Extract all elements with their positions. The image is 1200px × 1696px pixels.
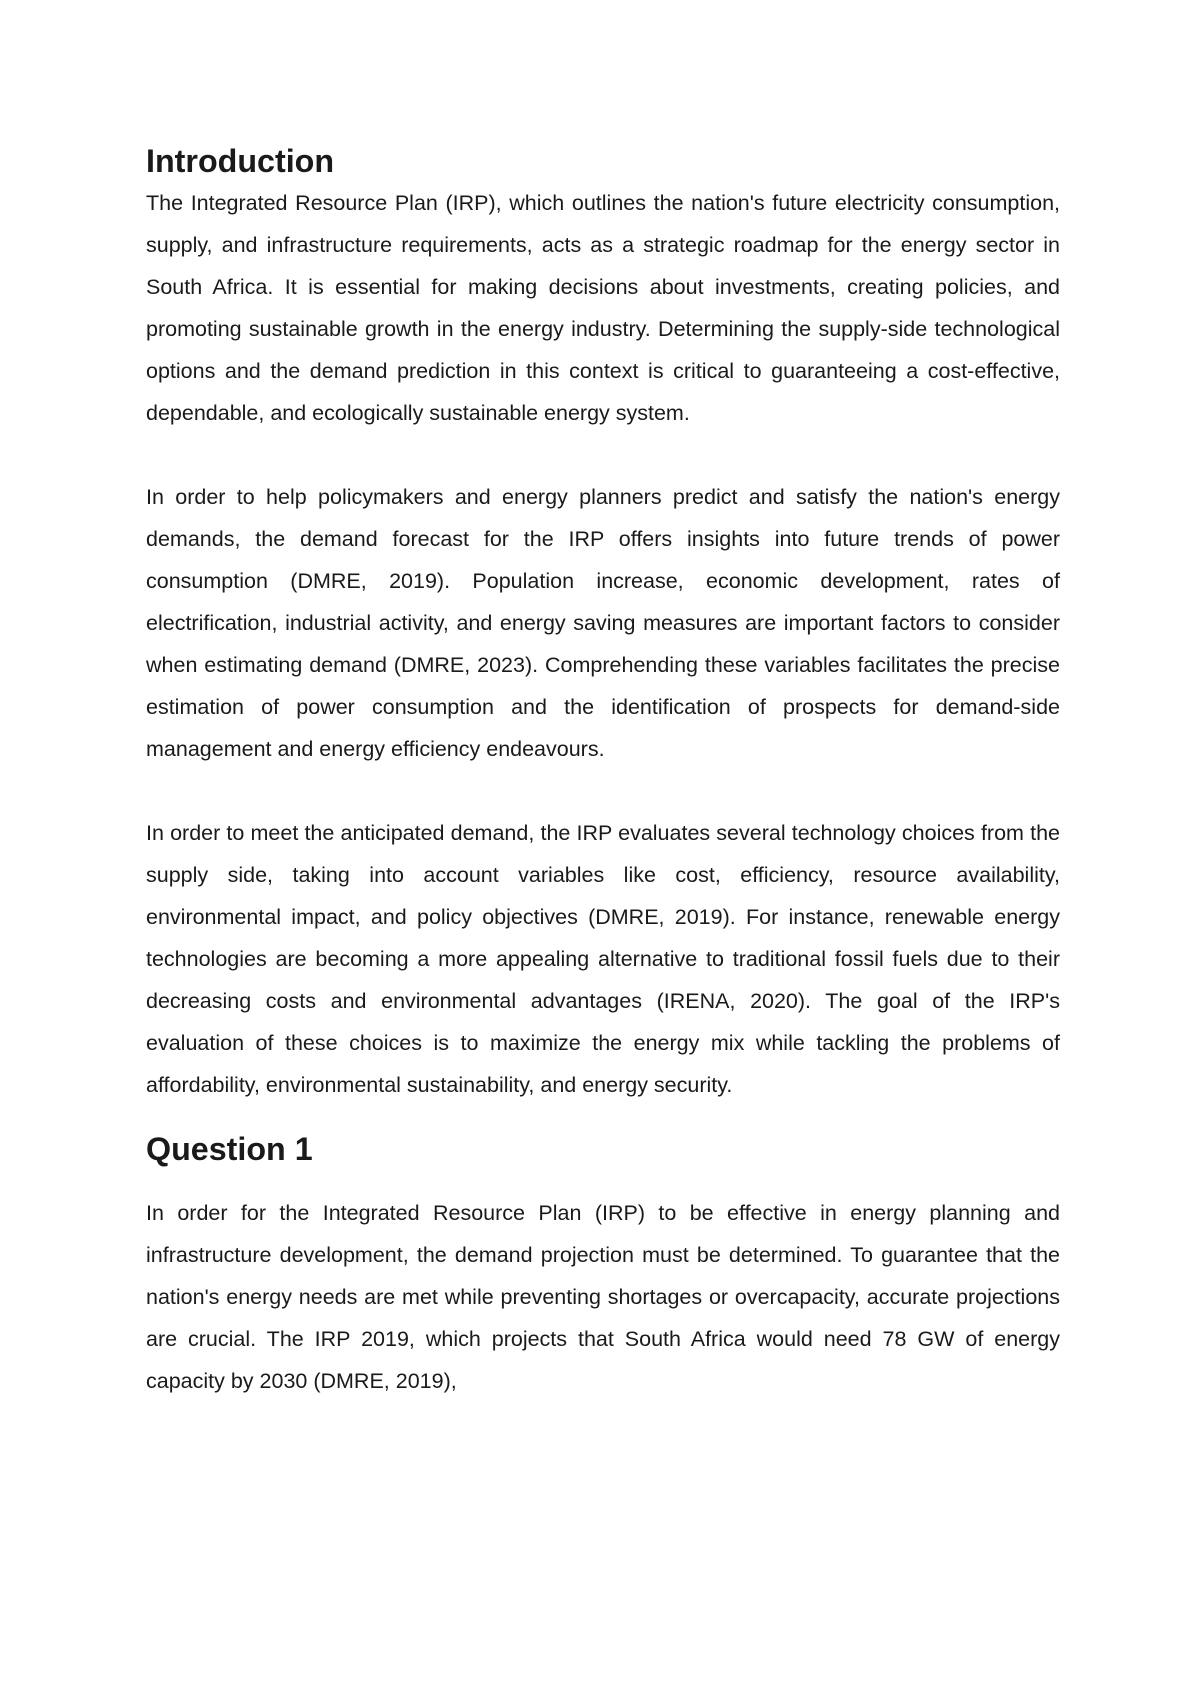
introduction-paragraph-3: In order to meet the anticipated demand, the IRP evaluates several technology choices from the supply side, taking into account variables like cost, efficiency, resource availability, environmental impact, and policy objectives (DMRE, 2019). For instance, renewable energy technologies are becoming a more appealing alternative to traditional fossil fuels due to their decreasing costs and environmental advantages (IRENA, 2020). The goal of the IRP's evaluation of these choices is to maximize the energy mix while tackling the problems of affordability, environmental sustainability, and energy security.: [146, 821, 1060, 1097]
introduction-heading: Introduction: [146, 143, 335, 179]
question-1-paragraph: In order for the Integrated Resource Plan (IRP) to be effective in energy planning and infrastructure development, the demand projection must be determined. To guarantee that the nation's energy needs are met while preventing shortages or overcapacity, accurate projections are crucial. The IRP 2019, which projects that South Africa would need 78 GW of energy capacity by 2030 (DMRE, 2019),: [146, 1201, 1060, 1393]
question-1-heading: Question 1: [146, 1131, 313, 1167]
introduction-paragraph-1: The Integrated Resource Plan (IRP), which outlines the nation's future electricity consumption, supply, and infrastructure requirements, acts as a strategic roadmap for the energy sector in South Africa. It is essential for making decisions about investments, creating policies, and promoting sustainable growth in the energy industry. Determining the supply-side technological options and the demand prediction in this context is critical to guaranteeing a cost-effective, dependable, and ecologically sustainable energy system.: [146, 191, 1060, 425]
document-body: [146, 140, 1060, 1402]
introduction-paragraph-2: In order to help policymakers and energy planners predict and satisfy the nation's energy demands, the demand forecast for the IRP offers insights into future trends of power consumption (DMRE, 2019). Population increase, economic development, rates of electrification, industrial activity, and energy saving measures are important factors to consider when estimating demand (DMRE, 2023). Comprehending these variables facilitates the precise estimation of power consumption and the identification of prospects for demand-side management and energy efficiency endeavours.: [146, 485, 1060, 761]
